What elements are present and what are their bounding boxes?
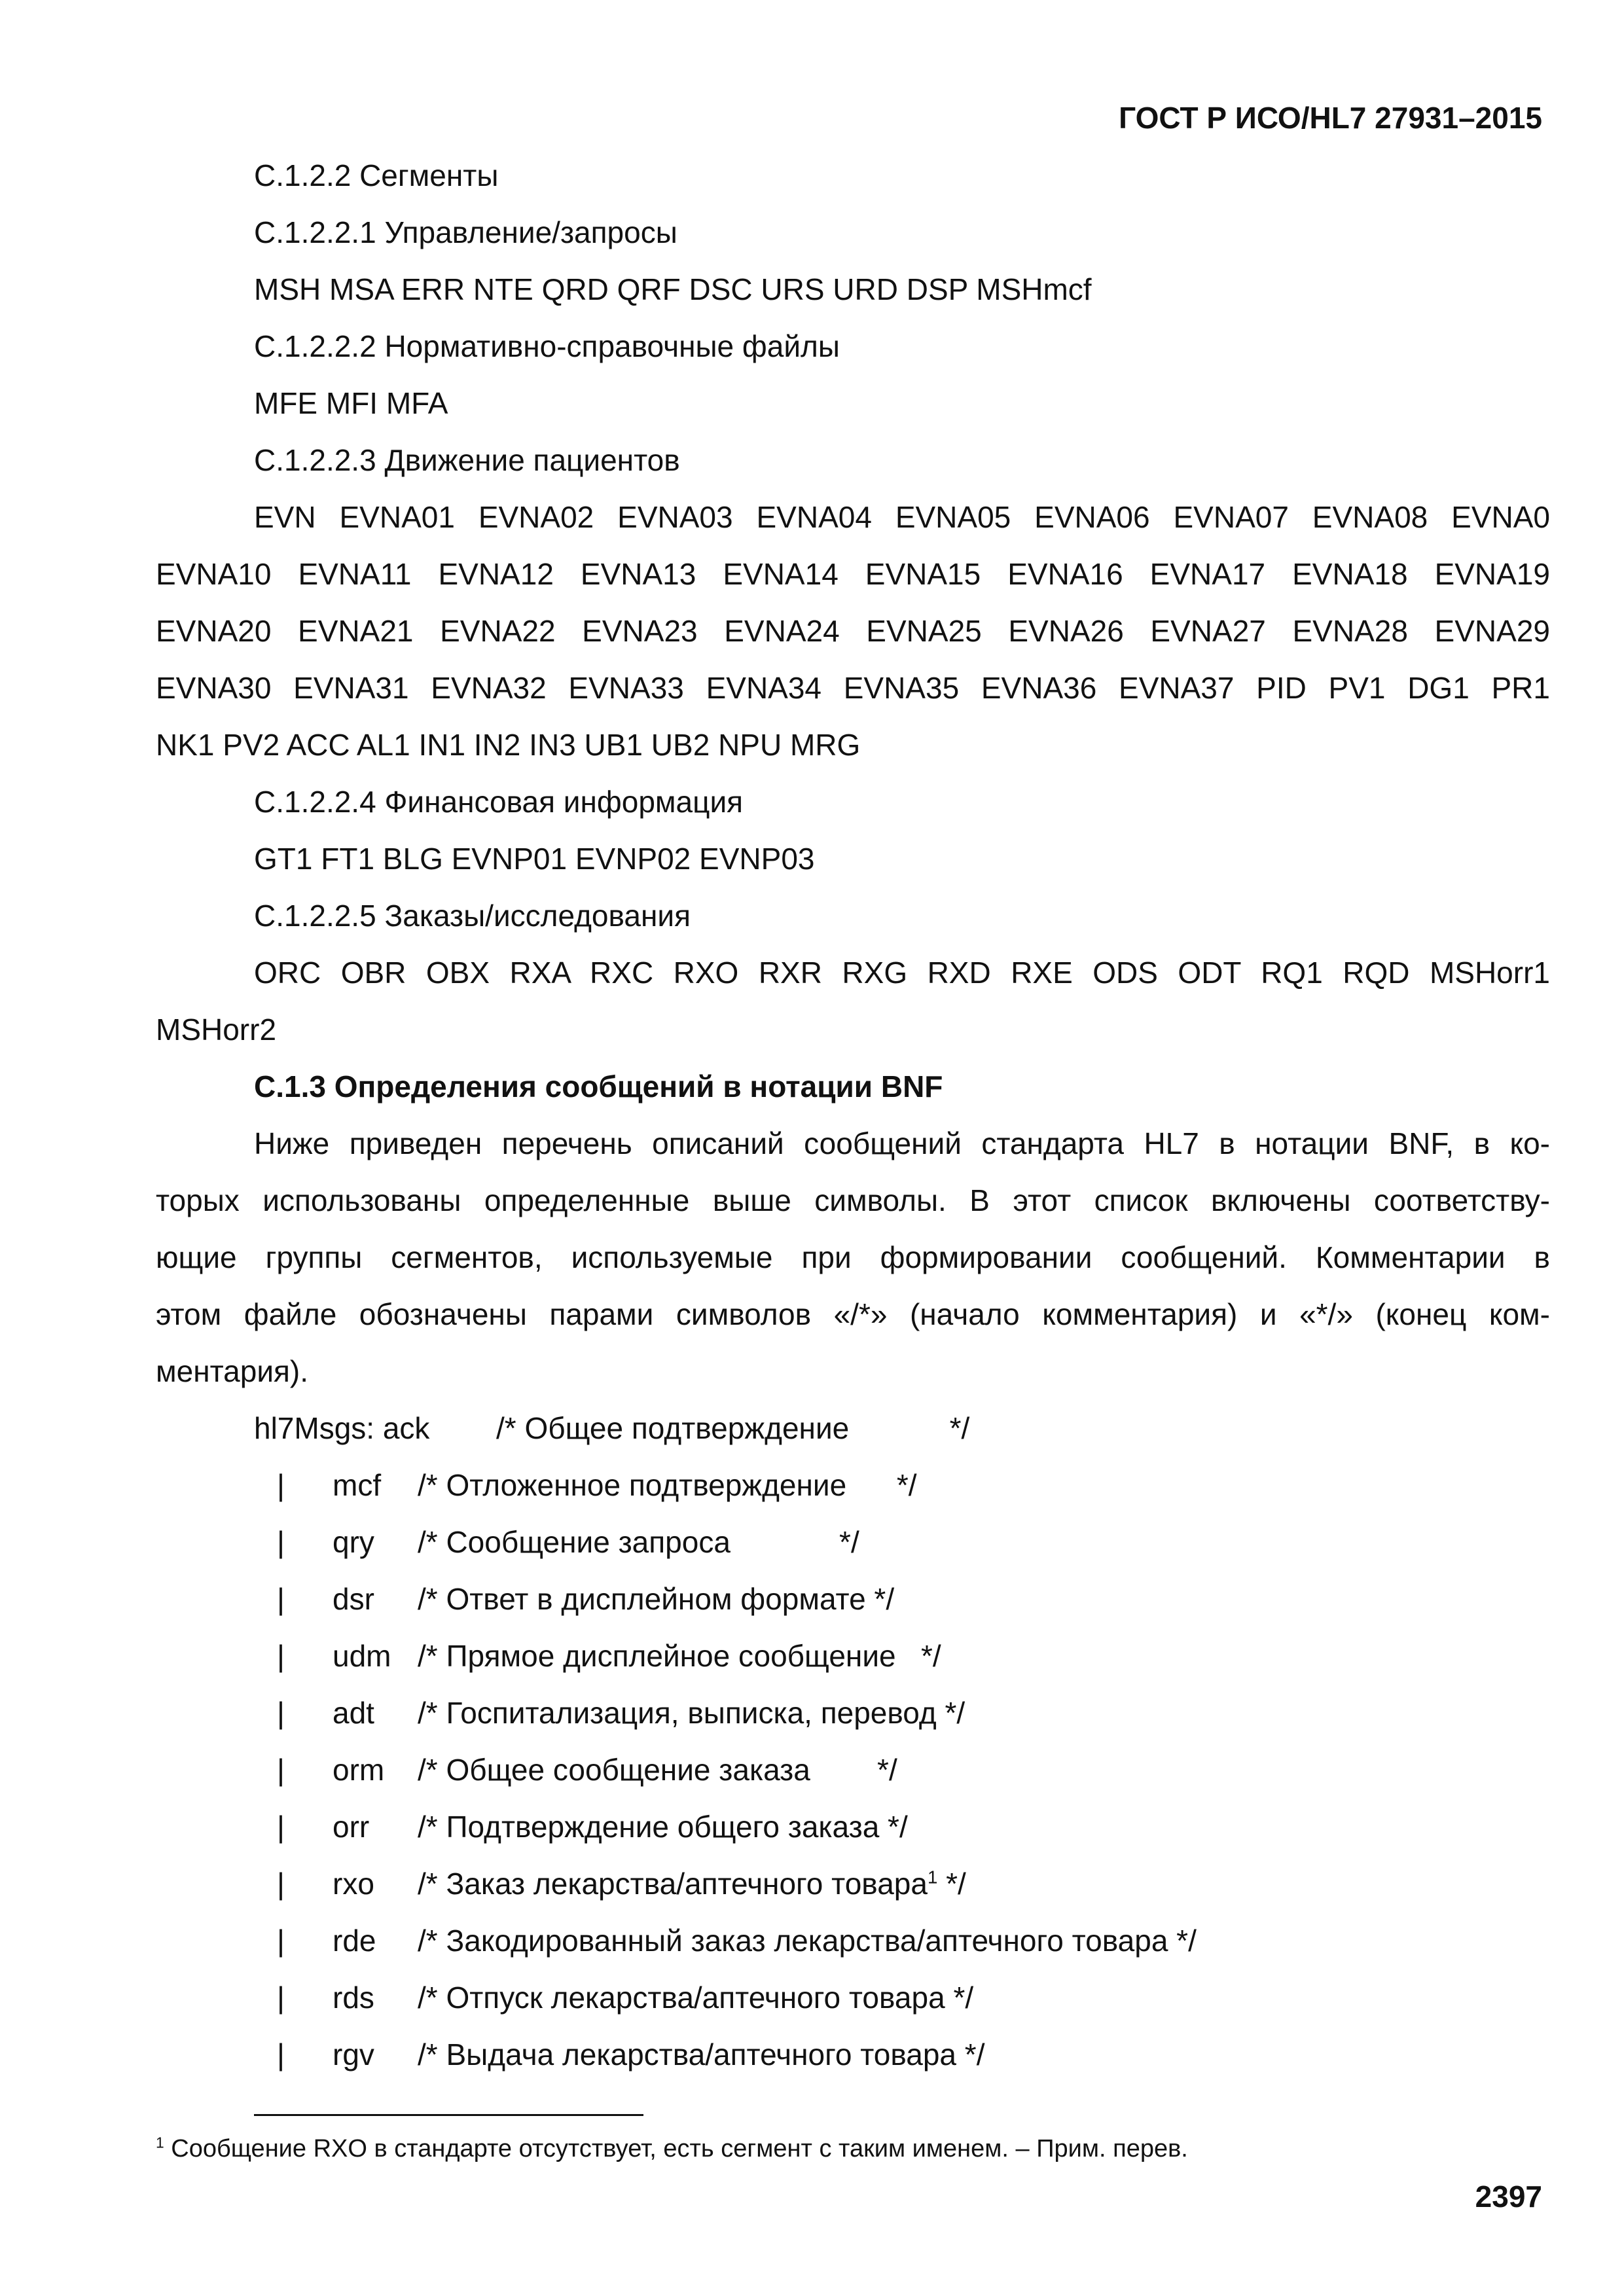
grammar-row-name: dsr	[333, 1582, 374, 1616]
grammar-row-name: adt	[333, 1696, 374, 1730]
segments-heading: C.1.2.2 Сегменты	[254, 158, 499, 192]
grammar-row-comment: /* Подтверждение общего заказа */	[418, 1810, 908, 1844]
grammar-row-name: rde	[333, 1924, 376, 1958]
grammar-row-name: orr	[333, 1810, 370, 1844]
grammar-row	[156, 1571, 1550, 1628]
grammar-head-comment: /* Общее подтверждение */	[496, 1411, 970, 1445]
grammar-row	[156, 1742, 1550, 1799]
patient-movement-line: EVNA30 EVNA31 EVNA32 EVNA33 EVNA34 EVNA35 EVNA36 EVNA37 PID PV1 DG1 PR1	[156, 671, 1550, 705]
grammar-bar: |	[277, 2037, 285, 2072]
patient-movement-heading: C.1.2.2.3 Движение пациентов	[254, 443, 680, 477]
grammar-row-comment: /* Прямое дисплейное сообщение */	[418, 1639, 941, 1673]
bnf-paragraph-line: Ниже приведен перечень описаний сообщений стандарта HL7 в нотации BNF, в ко-	[254, 1126, 1550, 1160]
footnote-reference: 1	[927, 1867, 938, 1888]
grammar-rows	[156, 1457, 1550, 2083]
patient-movement-line: EVNA20 EVNA21 EVNA22 EVNA23 EVNA24 EVNA25 EVNA26 EVNA27 EVNA28 EVNA29	[156, 614, 1550, 648]
grammar-row-name: qry	[333, 1525, 374, 1559]
grammar-bar: |	[277, 1981, 285, 2015]
grammar-row-name: orm	[333, 1753, 385, 1787]
grammar-row-comment: /* Ответ в дисплейном формате */	[418, 1582, 895, 1616]
grammar-row-name: udm	[333, 1639, 391, 1673]
grammar-row-comment	[418, 1856, 966, 1912]
footnote-text: Сообщение RXO в стандарте отсутствует, есть сегмент с таким именем. – Прим. перев.	[164, 2135, 1188, 2162]
grammar-bar: |	[277, 1525, 285, 1559]
master-files-list: MFE MFI MFA	[254, 386, 448, 420]
master-files-heading: C.1.2.2.2 Нормативно-справочные файлы	[254, 329, 840, 363]
grammar-row-comment: /* Закодированный заказ лекарства/аптечного товара */	[418, 1924, 1197, 1958]
grammar-row-name: rxo	[333, 1867, 374, 1901]
bnf-paragraph-line: ющие группы сегментов, используемые при формировании сообщений. Комментарии в	[156, 1240, 1550, 1274]
grammar-row	[156, 1799, 1550, 1856]
grammar-bar: |	[277, 1639, 285, 1673]
grammar-row	[156, 1969, 1550, 2026]
bnf-paragraph-line: торых использованы определенные выше символы. В этот список включены соответству-	[156, 1183, 1550, 1217]
document-body	[156, 147, 1550, 2083]
grammar-bar: |	[277, 1696, 285, 1730]
grammar-bar: |	[277, 1753, 285, 1787]
page-number: 2397	[1475, 2179, 1542, 2214]
grammar-row	[156, 1856, 1550, 1912]
control-heading: C.1.2.2.1 Управление/запросы	[254, 215, 677, 249]
grammar-row-name: mcf	[333, 1468, 382, 1502]
grammar-head-name: hl7Msgs: ack	[254, 1411, 430, 1445]
grammar-row	[156, 1685, 1550, 1742]
orders-list-line: ORC OBR OBX RXA RXC RXO RXR RXG RXD RXE ODS ODT RQ1 RQD MSHorr1	[254, 956, 1550, 990]
grammar-row-name: rds	[333, 1981, 374, 2015]
grammar-row	[156, 1457, 1550, 1514]
grammar-row-name: rgv	[333, 2037, 374, 2072]
patient-movement-line: EVN EVNA01 EVNA02 EVNA03 EVNA04 EVNA05 EVNA06 EVNA07 EVNA08 EVNA0	[254, 500, 1550, 534]
grammar-bar: |	[277, 1867, 285, 1901]
control-list: MSH MSA ERR NTE QRD QRF DSC URS URD DSP MSHmcf	[254, 272, 1092, 306]
footnote-rule	[254, 2114, 643, 2116]
bnf-paragraph-line: этом файле обозначены парами символов «/*» (начало комментария) и «*/» (конец ком-	[156, 1297, 1550, 1331]
financial-list: GT1 FT1 BLG EVNP01 EVNP02 EVNP03	[254, 842, 815, 876]
grammar-row	[156, 1912, 1550, 1969]
orders-list-line: MSHorr2	[156, 1013, 277, 1047]
grammar-row-comment-end: */	[937, 1867, 966, 1901]
patient-movement-line: NK1 PV2 ACC AL1 IN1 IN2 IN3 UB1 UB2 NPU MRG	[156, 728, 861, 762]
grammar-row-comment: /* Отпуск лекарства/аптечного товара */	[418, 1981, 974, 2015]
grammar-row-comment-text: /* Заказ лекарства/аптечного товара	[418, 1867, 928, 1901]
orders-heading: C.1.2.2.5 Заказы/исследования	[254, 899, 691, 933]
grammar-bar: |	[277, 1468, 285, 1502]
grammar-row	[156, 2026, 1550, 2083]
document-header: ГОСТ Р ИСО/HL7 27931–2015	[1119, 101, 1542, 135]
grammar-row-comment: /* Отложенное подтверждение */	[418, 1468, 917, 1502]
grammar-row	[156, 1514, 1550, 1571]
bnf-heading: C.1.3 Определения сообщений в нотации BNF	[254, 1069, 943, 1103]
grammar-row-comment: /* Выдача лекарства/аптечного товара */	[418, 2037, 985, 2072]
grammar-row	[156, 1628, 1550, 1685]
grammar-row-comment: /* Госпитализация, выписка, перевод */	[418, 1696, 965, 1730]
bnf-paragraph-line: ментария).	[156, 1354, 309, 1388]
grammar-row-comment: /* Общее сообщение заказа */	[418, 1753, 897, 1787]
financial-heading: C.1.2.2.4 Финансовая информация	[254, 785, 744, 819]
grammar-head	[156, 1400, 1550, 1457]
grammar-row-comment: /* Сообщение запроса */	[418, 1525, 859, 1559]
grammar-bar: |	[277, 1810, 285, 1844]
grammar-bar: |	[277, 1582, 285, 1616]
footnote-marker: 1	[156, 2134, 164, 2151]
footnote	[156, 2132, 1188, 2165]
grammar-bar: |	[277, 1924, 285, 1958]
patient-movement-line: EVNA10 EVNA11 EVNA12 EVNA13 EVNA14 EVNA15 EVNA16 EVNA17 EVNA18 EVNA19	[156, 557, 1550, 591]
